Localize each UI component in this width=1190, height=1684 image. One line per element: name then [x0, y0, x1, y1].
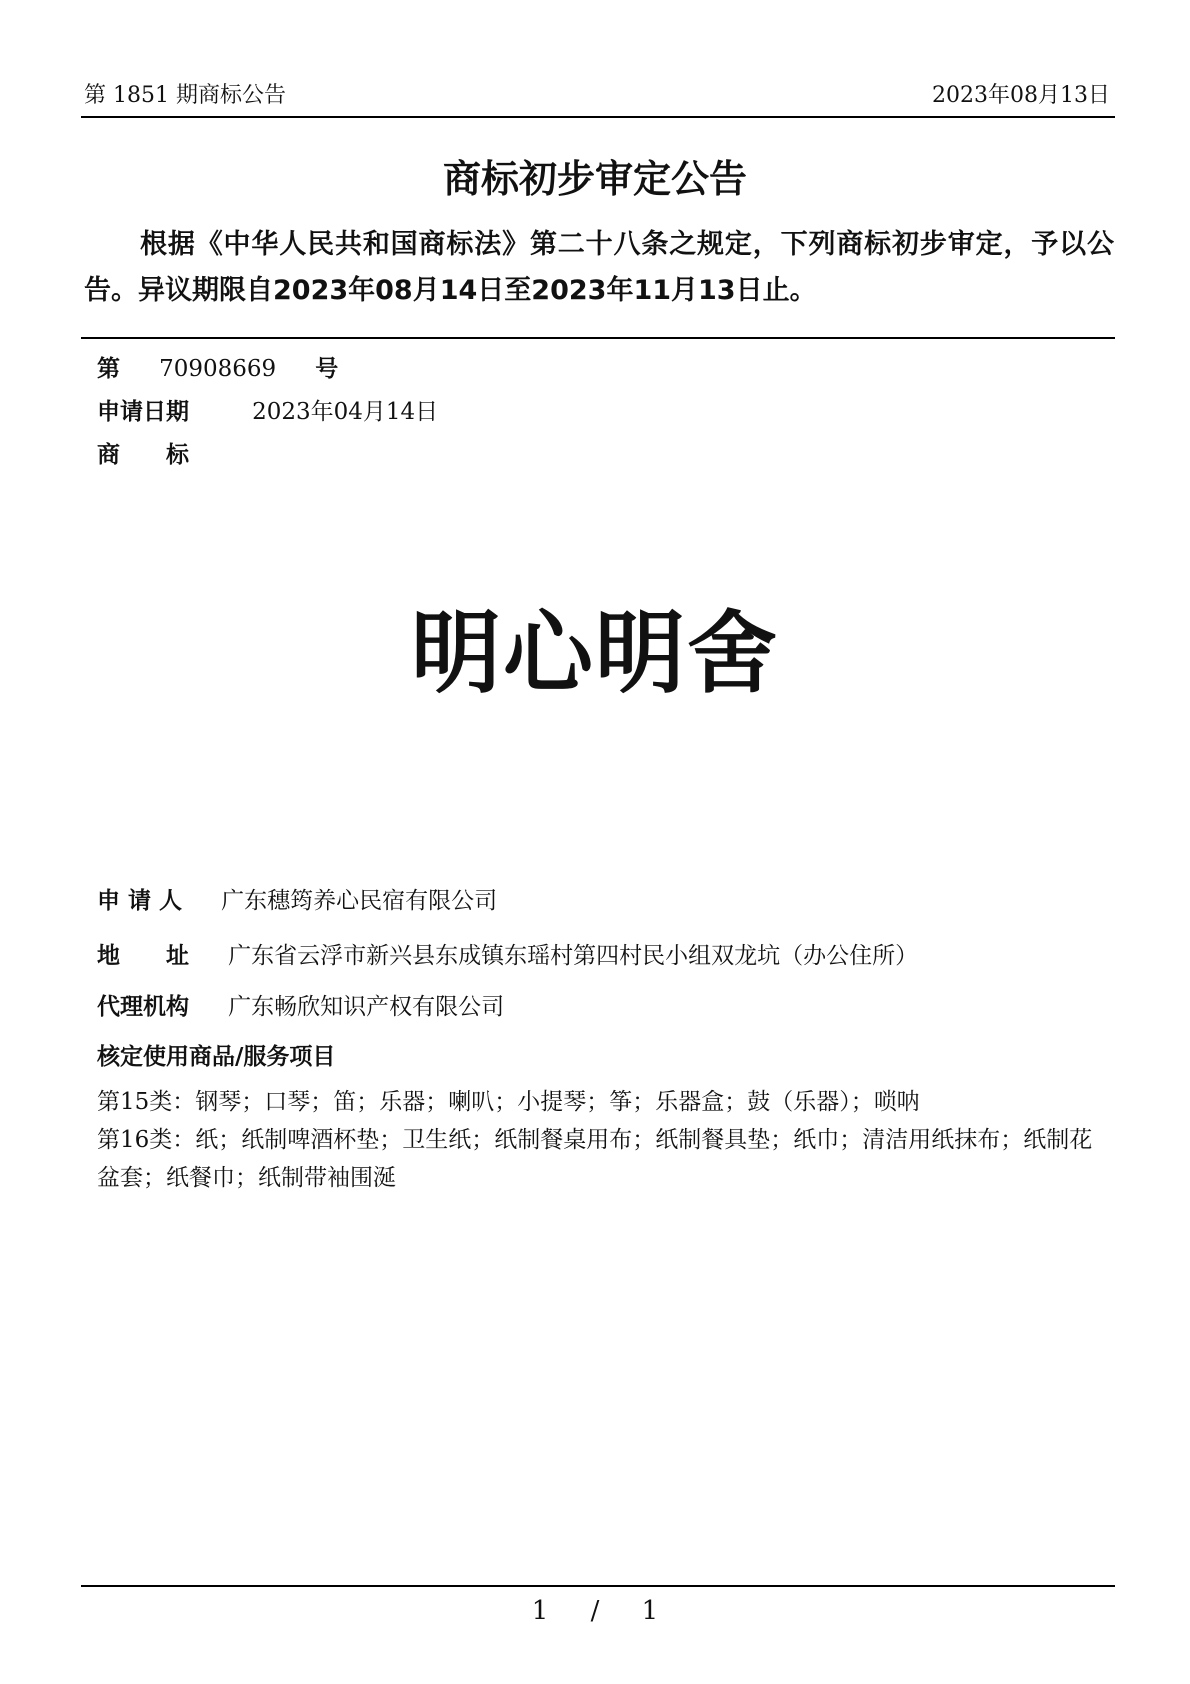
agency-row [97, 988, 504, 1021]
applicant-value: 广东穗筠养心民宿有限公司 [221, 888, 498, 914]
address-label: 地 址 [97, 943, 189, 969]
page-title: 商标初步审定公告 [442, 157, 747, 201]
number-prefix: 第 [97, 356, 120, 382]
applicant-label: 申 请 人 [97, 888, 183, 914]
apply-date-label: 申请日期 [97, 399, 189, 425]
address-value: 广东省云浮市新兴县东成镇东瑶村第四村民小组双龙坑（办公住所） [228, 943, 919, 969]
issue-number: 第 1851 期商标公告 [84, 83, 286, 108]
current-page: 1 [531, 1596, 549, 1626]
page-number [0, 1596, 1190, 1626]
registration-number: 70908669 [159, 356, 277, 382]
header-divider [81, 116, 1115, 118]
trademark-wordmark: 明心明舍 [411, 601, 779, 706]
registration-number-row [97, 350, 338, 383]
mark-label: 商 标 [97, 442, 189, 468]
agency-value: 广东畅欣知识产权有限公司 [228, 994, 505, 1020]
goods-class-16: 第16类：纸；纸制啤酒杯垫；卫生纸；纸制餐桌用布；纸制餐具垫；纸巾；清洁用纸抹布；纸制花盆套；纸餐巾；纸制带袖围涎 [97, 1127, 1093, 1191]
intro-paragraph: 根据《中华人民共和国商标法》第二十八条之规定，下列商标初步审定，予以公告。异议期限自2023年08月14日至2023年11月13日止。 [84, 229, 1114, 306]
page-separator: / [590, 1596, 600, 1626]
number-suffix: 号 [315, 356, 339, 382]
total-pages: 1 [641, 1596, 659, 1626]
applicant-row [97, 882, 497, 915]
address-row [97, 937, 918, 970]
goods-class-15: 第15类：钢琴；口琴；笛；乐器；喇叭；小提琴；筝；乐器盒；鼓（乐器）；唢呐 [97, 1089, 920, 1115]
footer-divider [81, 1585, 1115, 1587]
goods-label: 核定使用商品/服务项目 [97, 1044, 336, 1070]
section-divider [81, 337, 1115, 339]
apply-date-row [97, 393, 438, 426]
apply-date-value: 2023年04月14日 [252, 399, 439, 425]
agency-label: 代理机构 [97, 994, 189, 1020]
header-date: 2023年08月13日 [932, 83, 1110, 108]
